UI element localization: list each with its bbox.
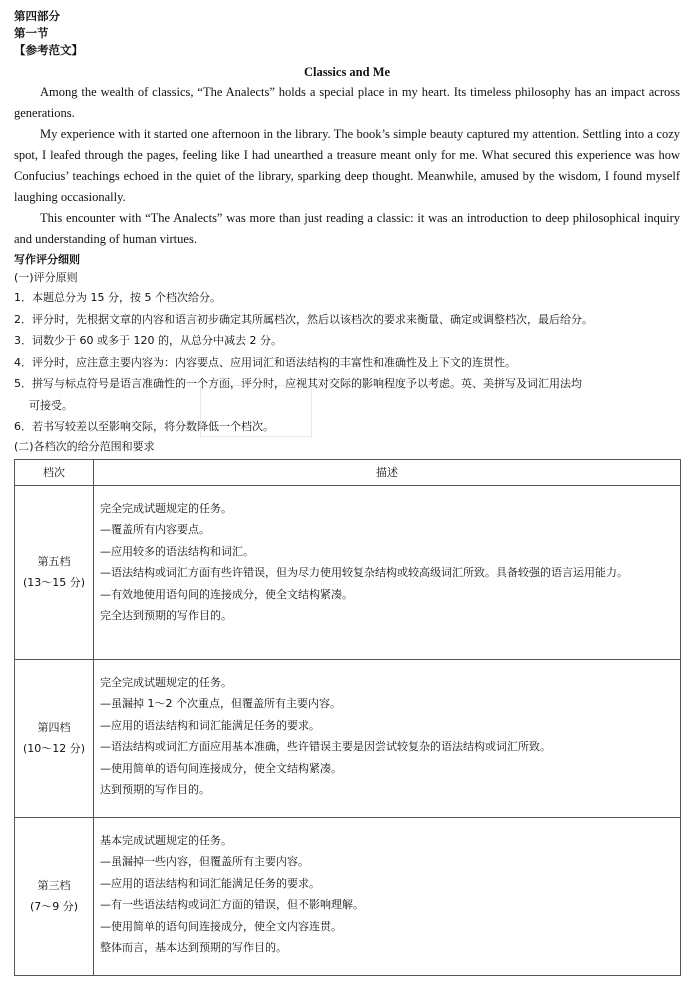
level-score: (7～9 分) xyxy=(29,900,79,913)
essay-paragraph: Among the wealth of classics, “The Analects” holds a special place in my heart. Its timeless philosophy has an impact across generations. xyxy=(14,85,680,120)
rule-item: 1．本题总分为 15 分，按 5 个档次给分。 xyxy=(14,291,221,304)
ranges-title: (二)各档次的给分范围和要求 xyxy=(14,439,155,453)
rule-item: 5．拼写与标点符号是语言准确性的一个方面，评分时，应视其对交际的影响程度予以考虑。英、美拼写及词汇用法均 xyxy=(14,377,582,390)
rule-item-continuation xyxy=(14,395,680,417)
desc-line: 完全达到预期的写作目的。 xyxy=(100,609,232,623)
rule-item: 6．若书写较差以至影响交际，将分数降低一个档次。 xyxy=(14,420,274,433)
sample-label: 【参考范文】 xyxy=(14,43,83,57)
desc-line: —覆盖所有内容要点。 xyxy=(100,523,210,537)
rules-title: 写作评分细则 xyxy=(14,253,80,266)
desc-line: 完全完成试题规定的任务。 xyxy=(100,675,232,689)
table-row xyxy=(15,485,681,659)
desc-line: 达到预期的写作目的。 xyxy=(100,783,210,797)
description-cell xyxy=(94,485,681,659)
level-cell xyxy=(15,817,94,975)
document-page xyxy=(14,8,680,976)
desc-line: —虽漏掉 1～2 个次重点，但覆盖所有主要内容。 xyxy=(100,697,341,711)
desc-line: —虽漏掉一些内容，但覆盖所有主要内容。 xyxy=(100,855,309,869)
header-level: 档次 xyxy=(15,459,94,485)
table-row xyxy=(15,817,681,975)
desc-line: —应用较多的语法结构和词汇。 xyxy=(100,544,254,558)
level-score: (10～12 分) xyxy=(22,742,86,755)
desc-line: 基本完成试题规定的任务。 xyxy=(100,833,232,847)
rule-item: 3．词数少于 60 或多于 120 的，从总分中减去 2 分。 xyxy=(14,334,282,347)
rule-item: 4．评分时，应注意主要内容为：内容要点、应用词汇和语法结构的丰富性和准确性及上下文的连贯性。 xyxy=(14,355,516,369)
desc-line: 完全完成试题规定的任务。 xyxy=(100,501,232,515)
section-heading: 第一节 xyxy=(14,26,49,40)
description-cell xyxy=(94,817,681,975)
rule-continuation-text: 可接受。 xyxy=(29,398,73,412)
watermark-stamp xyxy=(200,385,312,437)
table-row xyxy=(15,659,681,817)
level-name: 第三档 xyxy=(37,879,71,892)
level-cell xyxy=(15,485,94,659)
desc-line: —应用的语法结构和词汇能满足任务的要求。 xyxy=(100,718,320,732)
desc-line: —应用的语法结构和词汇能满足任务的要求。 xyxy=(100,876,320,890)
desc-line: —使用简单的语句间连接成分，使全文内容连贯。 xyxy=(100,919,342,933)
table-header-row xyxy=(15,459,681,485)
level-score: (13～15 分) xyxy=(22,576,86,589)
level-cell xyxy=(15,659,94,817)
essay-paragraph: My experience with it started one afternoon in the library. The book’s simple beauty captured my attention. Settling into a cozy spot, I leafed through the pages, feeling like I had unearthed a treasure meant only for me. What secured this experience was how Confucius’ teachings echoed in the quiet of the library, sparking deep thought. Meanwhile, amused by the wisdom, I found myself laughing occasionally. xyxy=(14,127,680,204)
description-cell xyxy=(94,659,681,817)
essay-title: Classics and Me xyxy=(303,65,391,79)
desc-line: —有一些语法结构或词汇方面的错误，但不影响理解。 xyxy=(100,898,364,912)
desc-line: —语法结构或词汇方面应用基本准确，些许错误主要是因尝试较复杂的语法结构或词汇所致。 xyxy=(100,740,551,754)
level-name: 第五档 xyxy=(37,555,71,568)
desc-line: —语法结构或词汇方面有些许错误，但为尽力使用较复杂结构或较高级词汇所致。具备较强的语言运用能力。 xyxy=(100,566,628,580)
rule-item: 2．评分时，先根据文章的内容和语言初步确定其所属档次，然后以该档次的要求来衡量、确定或调整档次，最后给分。 xyxy=(14,312,593,326)
grading-table xyxy=(14,459,681,976)
desc-line: —使用简单的语句间连接成分，使全文结构紧凑。 xyxy=(100,761,342,775)
desc-line: 整体而言，基本达到预期的写作目的。 xyxy=(100,941,287,955)
desc-line: —有效地使用语句间的连接成分，使全文结构紧凑。 xyxy=(100,587,353,601)
principles-title: (一)评分原则 xyxy=(14,271,78,284)
header-description: 描述 xyxy=(94,459,681,485)
essay-paragraph: This encounter with “The Analects” was more than just reading a classic: it was an introduction to deep philosophical inquiry and understanding of human virtues. xyxy=(14,211,680,246)
level-name: 第四档 xyxy=(37,721,71,734)
part-heading: 第四部分 xyxy=(14,9,60,23)
